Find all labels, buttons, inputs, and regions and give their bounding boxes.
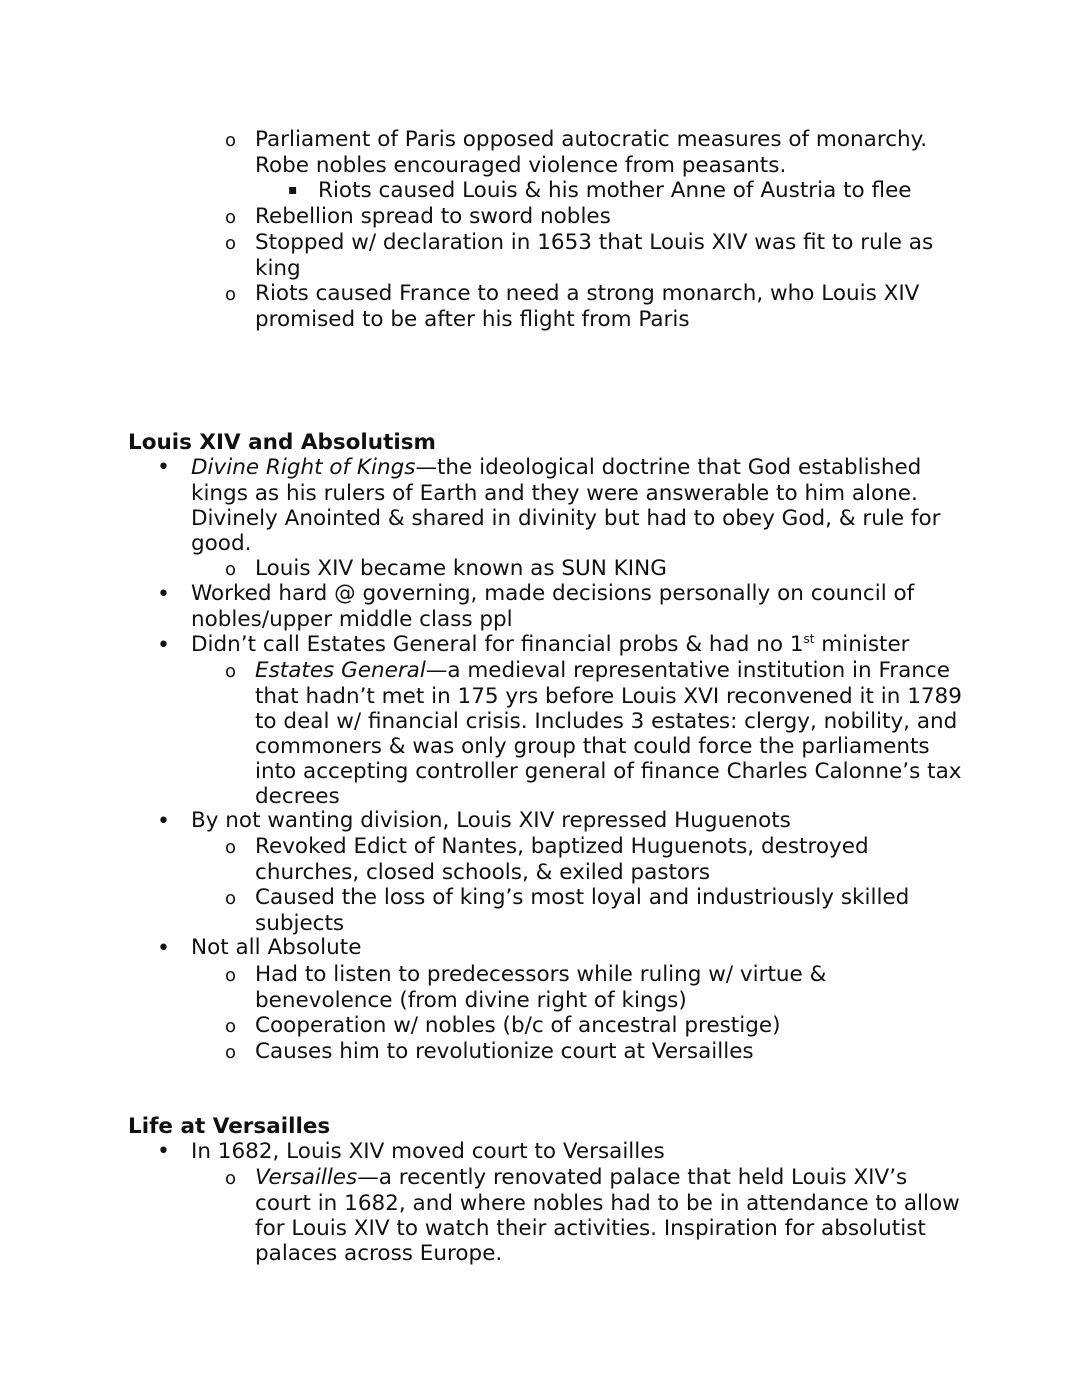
- text-line: Had to listen to predecessors while ruling w/ virtue &: [255, 962, 827, 987]
- definition-text: —a medieval representative institution in France: [425, 658, 950, 683]
- text-line: kings as his rulers of Earth and they were answerable to him alone.: [191, 481, 918, 506]
- section-heading-versailles: Life at Versailles: [128, 1114, 331, 1139]
- text-line: [191, 455, 921, 480]
- list-marker-circle: o: [225, 837, 237, 858]
- text-line: nobles/upper middle class ppl: [191, 607, 513, 632]
- text-line: king: [255, 256, 301, 281]
- text-line: to deal w/ financial crisis. Includes 3 estates: clergy, nobility, and: [255, 709, 958, 734]
- text-line: good.: [191, 531, 252, 556]
- text-line: [255, 1165, 907, 1190]
- text-line: promised to be after his flight from Paris: [255, 307, 690, 332]
- text-span: Didn’t call Estates General for financial probs & had no 1: [191, 632, 804, 657]
- text-line: Not all Absolute: [191, 935, 362, 960]
- list-marker-bullet: •: [157, 1139, 170, 1164]
- text-line: Parliament of Paris opposed autocratic measures of monarchy.: [255, 127, 928, 152]
- list-marker-circle: o: [225, 1168, 237, 1189]
- text-span: minister: [814, 632, 910, 657]
- list-marker-circle: o: [225, 965, 237, 986]
- list-marker-bullet: •: [157, 936, 170, 961]
- list-marker-circle: o: [225, 130, 237, 151]
- term-estates-general: Estates General: [255, 658, 426, 683]
- definition-text: —the ideological doctrine that God established: [415, 455, 922, 480]
- list-marker-circle: o: [225, 559, 237, 580]
- text-line: decrees: [255, 784, 340, 809]
- list-marker-square: ▪: [288, 182, 298, 198]
- text-line: Divinely Anointed & shared in divinity but had to obey God, & rule for: [191, 506, 941, 531]
- text-line: subjects: [255, 911, 345, 936]
- definition-text: —a recently renovated palace that held Louis XIV’s: [357, 1165, 908, 1190]
- text-line: Causes him to revolutionize court at Versailles: [255, 1039, 754, 1064]
- superscript: st: [803, 631, 815, 646]
- text-line: Revoked Edict of Nantes, baptized Huguenots, destroyed: [255, 834, 869, 859]
- list-marker-circle: o: [225, 233, 237, 254]
- text-line: Louis XIV became known as SUN KING: [255, 556, 667, 581]
- text-line: palaces across Europe.: [255, 1241, 503, 1266]
- text-line: commoners & was only group that could force the parliaments: [255, 734, 930, 759]
- text-line: Caused the loss of king’s most loyal and industriously skilled: [255, 885, 910, 910]
- text-line: benevolence (from divine right of kings): [255, 988, 687, 1013]
- text-line: Robe nobles encouraged violence from peasants.: [255, 153, 787, 178]
- term-divine-right: Divine Right of Kings: [191, 455, 416, 480]
- list-marker-bullet: •: [157, 809, 170, 834]
- text-line: churches, closed schools, & exiled pastors: [255, 860, 711, 885]
- list-marker-circle: o: [225, 284, 237, 305]
- text-line: that hadn’t met in 175 yrs before Louis XVI reconvened it in 1789: [255, 684, 962, 709]
- list-marker-circle: o: [225, 1042, 237, 1063]
- text-line: into accepting controller general of finance Charles Calonne’s tax: [255, 759, 962, 784]
- term-versailles: Versailles: [255, 1165, 358, 1190]
- text-line: Riots caused Louis & his mother Anne of Austria to flee: [318, 178, 912, 203]
- text-line: Worked hard @ governing, made decisions personally on council of: [191, 581, 915, 606]
- list-marker-bullet: •: [157, 582, 170, 607]
- text-line: [191, 632, 910, 657]
- text-line: court in 1682, and where nobles had to be in attendance to allow: [255, 1191, 960, 1216]
- text-line: By not wanting division, Louis XIV repressed Huguenots: [191, 808, 791, 833]
- text-line: for Louis XIV to watch their activities. Inspiration for absolutist: [255, 1216, 926, 1241]
- list-marker-circle: o: [225, 1016, 237, 1037]
- text-line: Riots caused France to need a strong monarch, who Louis XIV: [255, 281, 920, 306]
- list-marker-bullet: •: [157, 633, 170, 658]
- text-line: Stopped w/ declaration in 1653 that Louis XIV was fit to rule as: [255, 230, 934, 255]
- list-marker-bullet: •: [157, 455, 170, 480]
- text-line: In 1682, Louis XIV moved court to Versailles: [191, 1139, 665, 1164]
- list-marker-circle: o: [225, 207, 237, 228]
- text-line: [255, 658, 950, 683]
- text-line: Cooperation w/ nobles (b/c of ancestral prestige): [255, 1013, 781, 1038]
- section-heading-absolutism: Louis XIV and Absolutism: [128, 430, 436, 455]
- list-marker-circle: o: [225, 661, 237, 682]
- text-line: Rebellion spread to sword nobles: [255, 204, 611, 229]
- list-marker-circle: o: [225, 888, 237, 909]
